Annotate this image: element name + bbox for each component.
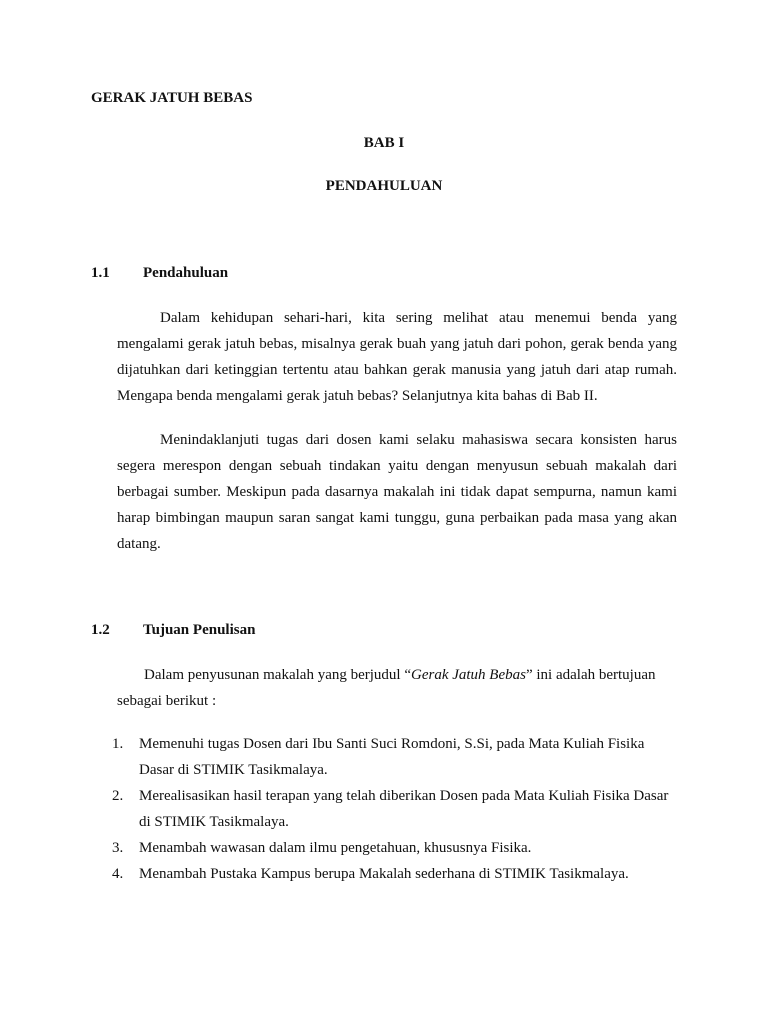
list-number: 4.	[112, 866, 124, 882]
list-item	[98, 783, 678, 835]
section-number: 1.2	[91, 622, 110, 638]
list-number: 2.	[112, 788, 124, 804]
list-text: Menambah wawasan dalam ilmu pengetahuan, khususnya Fisika.	[139, 840, 532, 856]
objectives-list	[98, 731, 678, 887]
list-text: Menambah Pustaka Kampus berupa Makalah sederhana di STIMIK Tasikmalaya.	[139, 866, 629, 882]
list-text: Memenuhi tugas Dosen dari Ibu Santi Suci Romdoni, S.Si, pada Mata Kuliah Fisika Dasar di STIMIK Tasikmalaya.	[139, 736, 645, 778]
intro-text-after: ” ini adalah bertujuan sebagai berikut :	[117, 667, 656, 709]
list-text: Merealisasikan hasil terapan yang telah diberikan Dosen pada Mata Kuliah Fisika Dasar di STIMIK Tasikmalaya.	[139, 788, 669, 830]
list-number: 1.	[112, 736, 124, 752]
section-number: 1.1	[91, 265, 110, 281]
paragraph: Dalam kehidupan sehari-hari, kita sering melihat atau menemui benda yang mengalami gerak jatuh bebas, misalnya gerak buah yang jatuh dari pohon, gerak benda yang dijatuhkan dari ketinggian tertentu atau bahkan gerak manusia yang jatuh dari atap rumah. Mengapa benda mengalami gerak jatuh bebas? Selanjutnya kita bahas di Bab II.	[117, 310, 677, 404]
section-title: Tujuan Penulisan	[143, 622, 256, 638]
list-item	[98, 731, 678, 783]
section-title: Pendahuluan	[143, 265, 229, 281]
paragraph: Menindaklanjuti tugas dari dosen kami selaku mahasiswa secara konsisten harus segera merespon dengan sebuah tindakan yaitu dengan menyusun sebuah makalah dari berbagai sumber. Meskipun pada dasarnya makalah ini tidak dapat sempurna, namun kami harap bimbingan maupun saran sangat kami tunggu, guna perbaikan pada masa yang akan datang.	[117, 432, 677, 552]
list-item	[98, 861, 678, 887]
list-number: 3.	[112, 840, 124, 856]
intro-title-italic: Gerak Jatuh Bebas	[411, 667, 526, 683]
chapter-number: BAB I	[363, 135, 405, 151]
chapter-title: PENDAHULUAN	[325, 178, 443, 194]
section-heading-1-1	[91, 265, 228, 282]
intro-paragraph	[117, 662, 677, 714]
section-heading-1-2	[91, 622, 255, 639]
intro-text-before: Dalam penyusunan makalah yang berjudul “	[144, 667, 411, 683]
document-title: GERAK JATUH BEBAS	[91, 90, 253, 106]
list-item	[98, 835, 678, 861]
